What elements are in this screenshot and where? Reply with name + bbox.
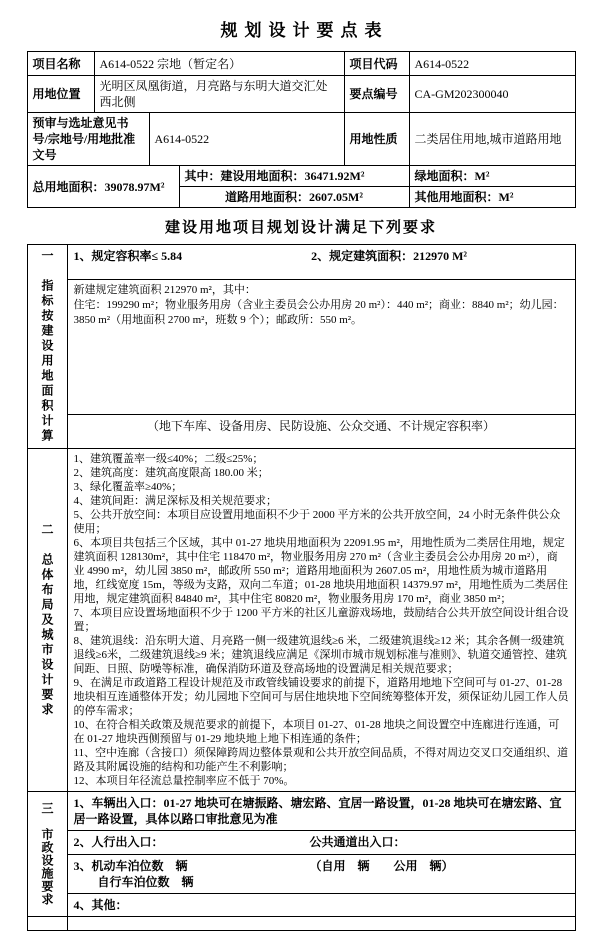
vehicle-entrance-cell: 1、车辆出入口：01-27 地块可在塘振路、塘宏路、宜居一路设置，01-28 地块可在塘宏路、宜居一路设置，具体以路口审批意见为准 — [67, 792, 575, 831]
requirement-item-6: 6、本项目共包括三个区域，其中 01-27 地块用地面积为 22091.95 m²，用地性质为二类居住用地，规定建筑面积 128130m²，其中住宅 118470 m²，物业服务用房 270 m²（含业主委员会公办用房 20 m²），商业 4990 m²，幼儿园 3850 m²，邮政所 550 m²；道路用地面积为 2607.05 m²，用地性质为城市道路用地，红线宽度 15m，等级为支路，双向二车道；01-28 地块用地面积 14379.97 m²，用地性质为二类居住用地，规定建筑面积 84840 m²，其中住宅 80820 m²，物业服务用房 170 m²，商业 3850 m²； — [73, 537, 568, 605]
next-section-cell — [67, 917, 575, 931]
green-area-cell: 绿地面积：M² — [409, 166, 575, 187]
road-area-cell: 道路用地面积：2607.05M² — [179, 187, 409, 208]
point-no-label: 要点编号 — [344, 76, 409, 113]
bicycle-parking-label: 自行车泊位数 辆 — [97, 875, 194, 889]
section1-label: 一 指标按建设用地面积计算 — [27, 245, 67, 449]
motor-parking-detail: （自用 辆 公用 辆） — [309, 859, 454, 873]
section1-note: （地下车库、设备用房、民防设施、公众交通、不计规定容积率） — [67, 415, 575, 449]
project-code-label: 项目代码 — [344, 52, 409, 76]
construction-area-cell: 其中：建设用地面积：36471.92M² — [179, 166, 409, 187]
requirement-item-2: 2、建筑高度：建筑高度限高 180.00 米； — [73, 467, 269, 479]
requirement-item-1: 1、建筑覆盖率一级≤40%；二级≤25%； — [73, 453, 264, 465]
requirement-item-9: 9、在满足市政道路工程设计规范及市政管线铺设要求的前提下，道路用地地下空间可与 01-27、01-28 地块相互连通整体开发；幼儿园地下空间可与居住地块地下空间统筹整体开发，须保证幼儿园工作人员的停车需求； — [73, 677, 569, 717]
detail-line-2: 住宅：199290 m²；物业服务用房（含业主委员会公办用房 20 m²）：440 m²；商业：8840 m²；幼儿园：3850 m²（用地面积 2700 m²，班数 9 个）；邮政所：550 m²。 — [73, 299, 564, 327]
total-area-cell: 总用地面积：39078.97M² — [27, 166, 179, 208]
table-row — [27, 792, 575, 831]
table-row — [27, 245, 575, 280]
requirement-item-3: 3、绿化覆盖率≥40%； — [73, 481, 183, 493]
next-section-label — [27, 917, 67, 931]
parking-cell — [67, 855, 575, 894]
table-row — [27, 449, 575, 792]
project-info-table — [27, 51, 576, 208]
project-name-label: 项目名称 — [27, 52, 94, 76]
requirement-item-5: 5、公共开放空间：本项目应设置用地面积不少于 2000 平方米的公共开放空间，24 小时无条件供公众使用； — [73, 509, 561, 535]
table-row — [27, 166, 575, 187]
detail-line-1: 新建规定建筑面积 212970 m²，其中： — [73, 284, 256, 297]
land-use-value: 二类居住用地,城市道路用地 — [409, 113, 575, 166]
requirements-table — [27, 244, 576, 931]
project-code-value: A614-0522 — [409, 52, 575, 76]
motor-parking-label: 3、机动车泊位数 辆 — [73, 859, 188, 873]
floor-area-value: 2、规定建筑面积：212970 M² — [311, 249, 468, 263]
table-row — [27, 76, 575, 113]
ratio-split — [74, 248, 569, 264]
other-area-cell: 其他用地面积：M² — [409, 187, 575, 208]
section3-label: 三 市政设施要求 — [27, 792, 67, 917]
pedestrian-entrance-label: 2、人行出入口： — [73, 835, 164, 849]
approval-value: A614-0522 — [149, 113, 344, 166]
table-row — [27, 280, 575, 415]
public-passage-label: 公共通道出入口： — [309, 835, 406, 849]
table-row — [27, 917, 575, 931]
requirement-item-11: 11、空中连廊（含接口）须保障跨周边整体景观和公共开放空间品质，不得对周边交叉口交通组织、道路及其附属设施的结构和功能产生不利影响； — [73, 747, 569, 773]
land-use-label: 用地性质 — [344, 113, 409, 166]
motor-parking-row — [74, 858, 569, 874]
location-value: 光明区凤凰街道，月亮路与东明大道交汇处西北侧 — [94, 76, 344, 113]
requirements-title: 建设用地项目规划设计满足下列要求 — [164, 220, 437, 236]
table-row — [27, 894, 575, 917]
table-row — [27, 831, 575, 855]
requirement-item-10: 10、在符合相关政策及规范要求的前提下，本项目 01-27、01-28 地块之间设置空中连廊进行连通，可在 01-27 地块西侧预留与 01-29 地块地上地下相连通的条件； — [73, 719, 560, 745]
requirement-item-12: 12、本项目年径流总量控制率应不低于 70%。 — [73, 775, 295, 787]
section2-label: 二 总体布局及城市设计要求 — [27, 449, 67, 792]
section2-items-cell — [67, 449, 575, 792]
section1-ratio-row — [67, 245, 575, 280]
point-no-value: CA-GM202300040 — [409, 76, 575, 113]
requirement-item-7: 7、本项目应设置场地面积不少于 1200 平方米的社区儿童游戏场地，鼓励结合公共开放空间设计组合设置； — [73, 607, 569, 633]
table-row — [27, 52, 575, 76]
table-row — [27, 415, 575, 449]
project-name-value: A614-0522 宗地（暂定名） — [94, 52, 344, 76]
approval-label: 预审与选址意见书号/宗地号/用地批准文号 — [27, 113, 149, 166]
table-row — [27, 113, 575, 166]
pedestrian-entrance-cell — [67, 831, 575, 855]
requirement-item-8: 8、建筑退线：沿东明大道、月亮路一侧一级建筑退线≥6 米，二级建筑退线≥12 米；其余各侧一级建筑退线≥6米，二级建筑退线≥9 米；建筑退线应满足《深圳市城市规划标准与准则》、轨道交通管控、建筑间距、日照、防噪等标准，确保消防环道及登高场地的设置满足相关规范要求； — [73, 635, 567, 675]
table-row — [27, 855, 575, 894]
other-requirements-cell: 4、其他： — [67, 894, 575, 917]
page-title: 规划设计要点表 — [220, 21, 389, 40]
section1-detail-cell — [67, 280, 575, 415]
plot-ratio-value: 1、规定容积率≤ 5.84 — [73, 249, 183, 263]
location-label: 用地位置 — [27, 76, 94, 113]
requirement-item-4: 4、建筑间距：满足深标及相关规范要求； — [73, 495, 277, 507]
